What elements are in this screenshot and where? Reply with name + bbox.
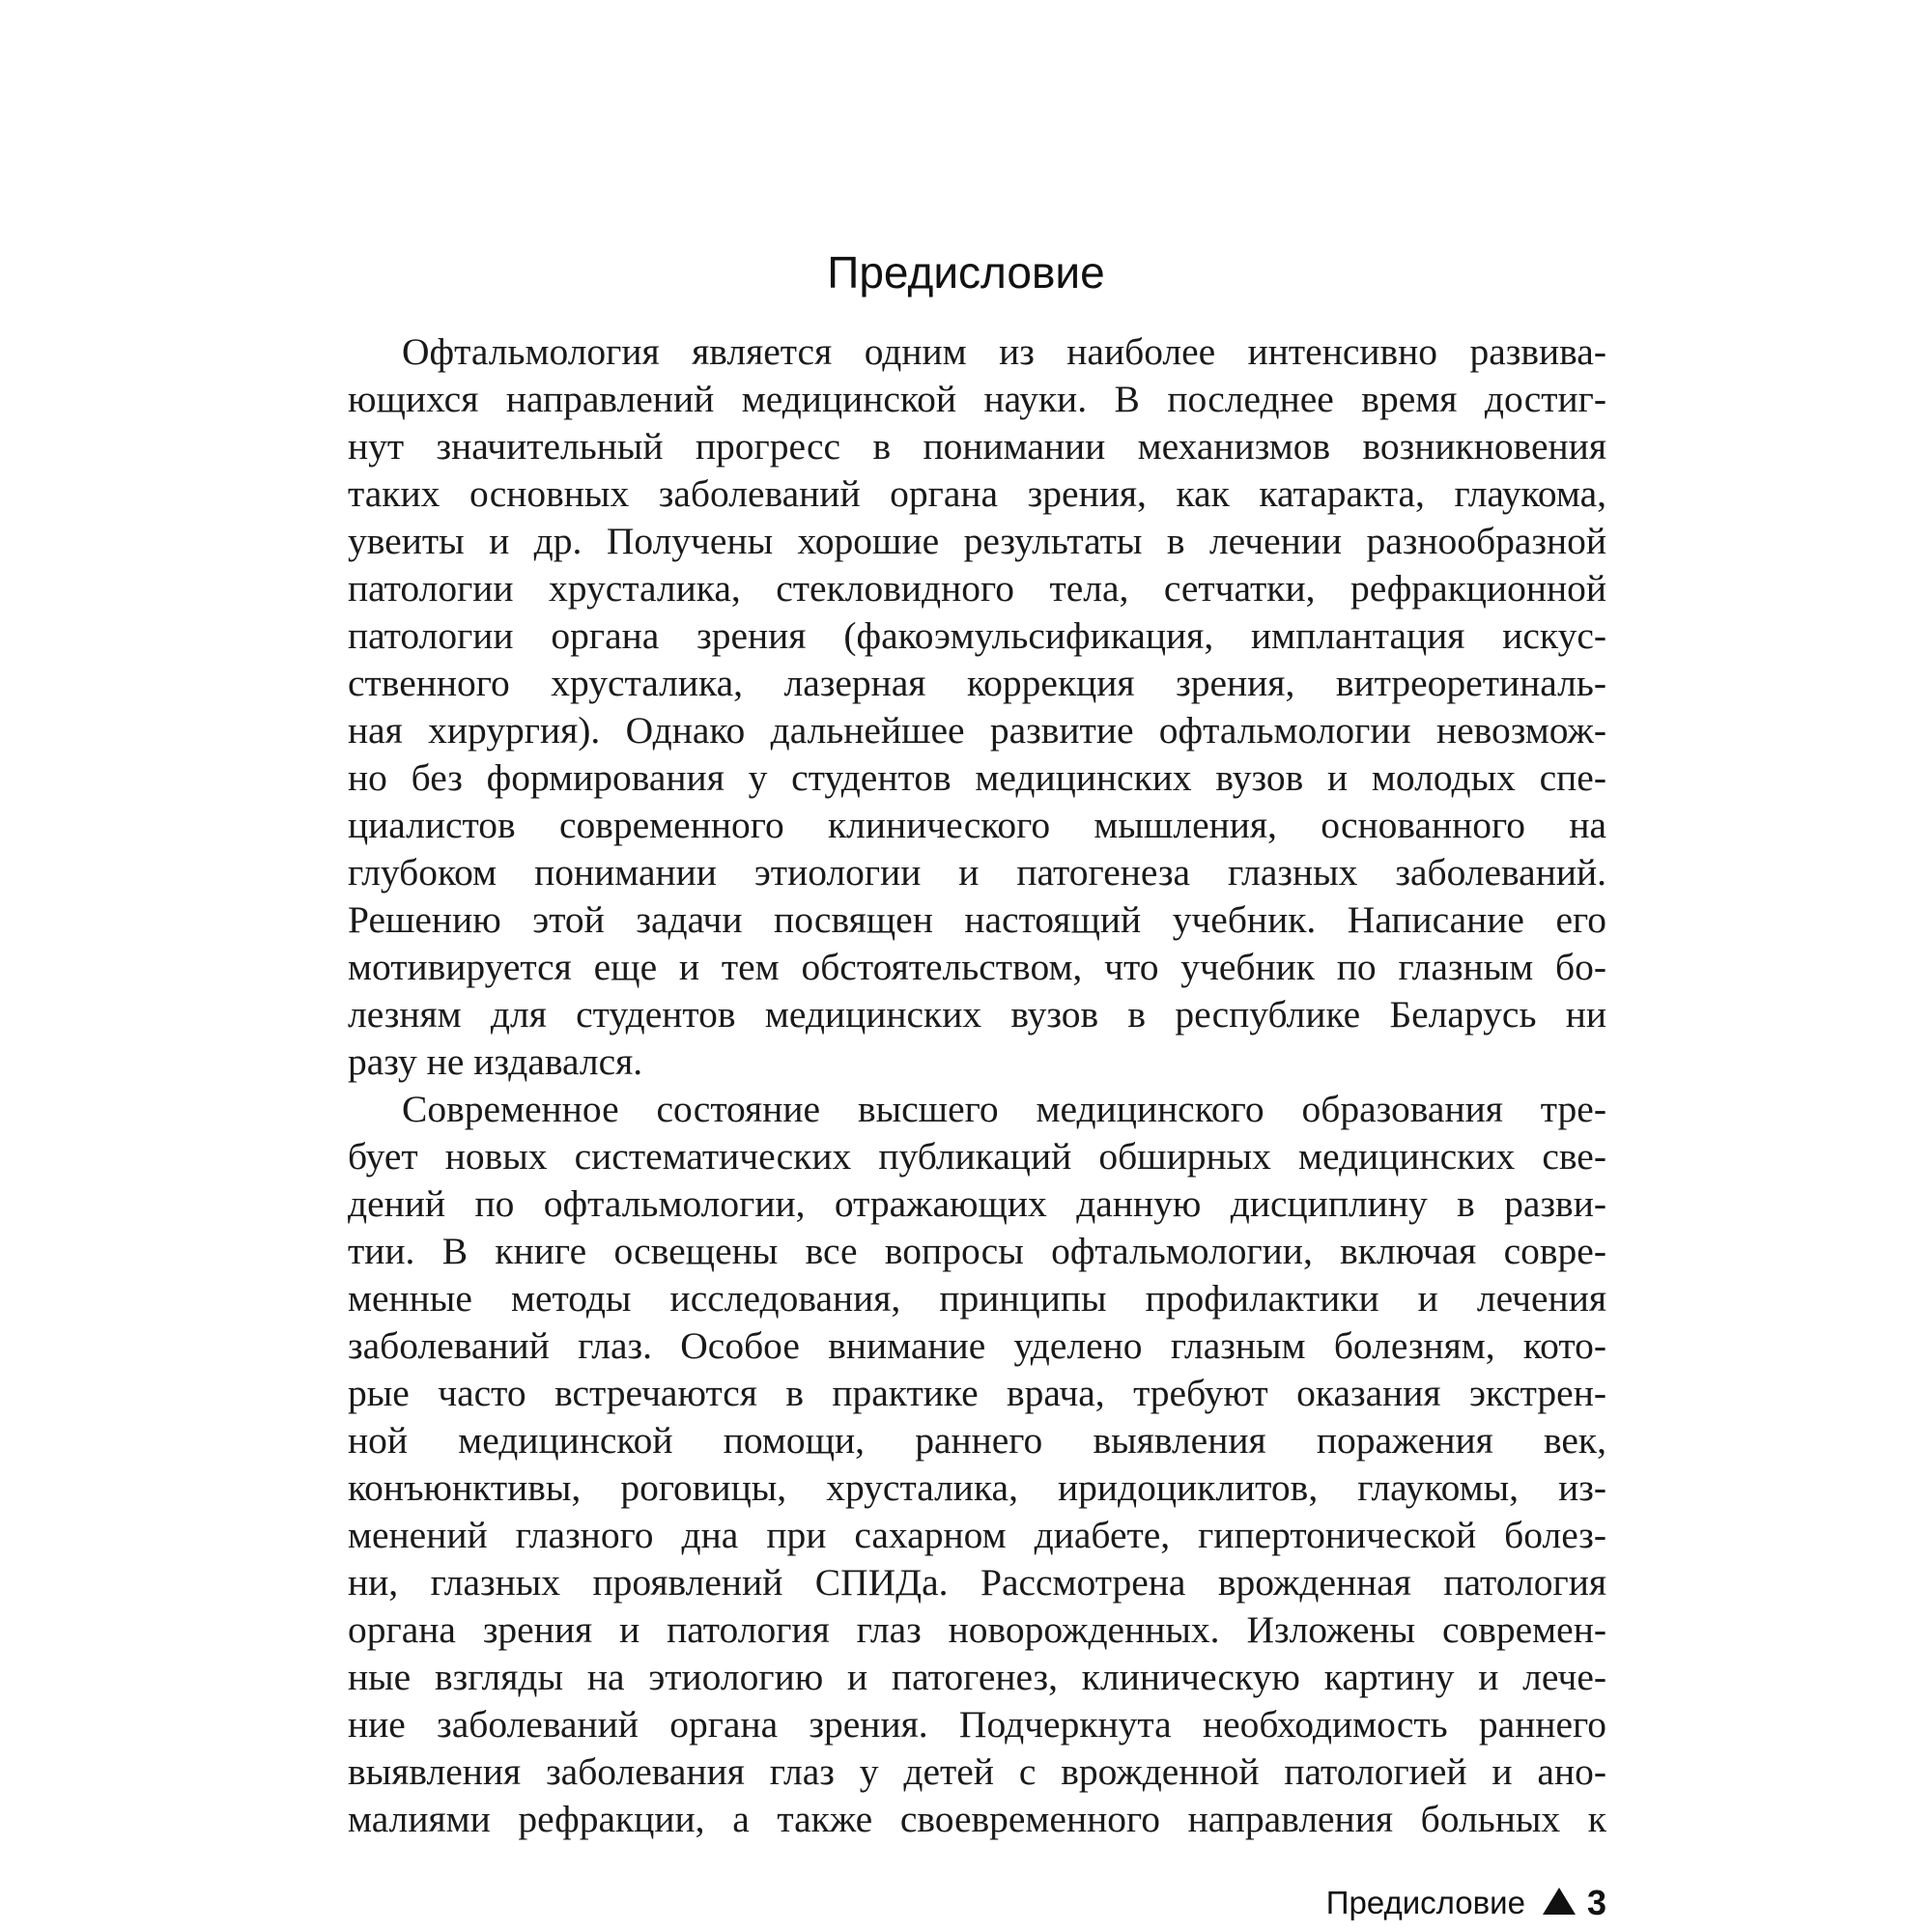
text-line: выявления заболевания глаз у детей с врожденной патологией и ано- [348,1750,1606,1793]
text-line: рые часто встречаются в практике врача, требуют оказания экстрен- [348,1372,1606,1414]
text-line: патологии хрусталика, стекловидного тела, сетчатки, рефракционной [348,567,1606,610]
page-footer [1326,1884,1606,1922]
text-line: таких основных заболеваний органа зрения, как катаракта, глаукома, [348,472,1606,515]
text-line: ние заболеваний органа зрения. Подчеркнута необходимость раннего [348,1703,1606,1746]
text-line: ственного хрусталика, лазерная коррекция зрения, витреоретиналь- [348,662,1606,704]
text-line: Офтальмология является одним из наиболее интенсивно развива- [402,330,1606,373]
text-line: менений глазного дна при сахарном диабете, гипертонической болез- [348,1514,1606,1556]
text-line: ная хирургия). Однако дальнейшее развитие офтальмологии невозмож- [348,709,1606,752]
text-line: Решению этой задачи посвящен настоящий учебник. Написание его [348,898,1606,941]
text-line: дений по офтальмологии, отражающих данную дисциплину в разви- [348,1182,1606,1225]
text-line: нут значительный прогресс в понимании механизмов возникновения [348,425,1606,468]
text-line: менные методы исследования, принципы профилактики и лечения [348,1277,1606,1320]
text-line: но без формирования у студентов медицинских вузов и молодых спе- [348,756,1606,799]
text-line: Современное состояние высшего медицинского образования тре- [402,1088,1606,1130]
page-title: Предисловие [827,247,1105,298]
text-line: разу не издавался. [348,1040,643,1083]
text-line: патологии органа зрения (факоэмульсификация, имплантация искус- [348,614,1606,657]
paragraph-2 [348,1086,1606,1843]
text-line: бует новых систематических публикаций обширных медицинских све- [348,1135,1606,1178]
text-line: мотивируется еще и тем обстоятельством, что учебник по глазным бо- [348,946,1606,988]
text-line: лезням для студентов медицинских вузов в республике Беларусь ни [348,993,1606,1036]
text-line: конъюнктивы, роговицы, хрусталика, иридоциклитов, глаукомы, из- [348,1466,1606,1509]
text-line: тии. В книге освещены все вопросы офтальмологии, включая совре- [348,1230,1606,1272]
body-text [348,328,1606,1843]
text-line: малиями рефракции, а также своевременного направления больных к [348,1798,1606,1840]
text-line: увеиты и др. Получены хорошие результаты в лечении разнообразной [348,520,1606,562]
running-title: Предисловие [1325,1885,1525,1920]
text-line: органа зрения и патология глаз новорожденных. Изложены современ- [348,1608,1606,1651]
text-line: заболеваний глаз. Особое внимание уделено глазным болезням, кото- [348,1324,1606,1367]
text-line: ные взгляды на этиологию и патогенез, клиническую картину и лече- [348,1656,1606,1698]
text-line: ной медицинской помощи, раннего выявления поражения век, [348,1419,1606,1462]
page-number: 3 [1586,1883,1606,1922]
text-line: ющихся направлений медицинской науки. В последнее время достиг- [348,378,1606,420]
text-line: глубоком понимании этиологии и патогенеза глазных заболеваний. [348,851,1606,894]
triangle-icon [1543,1888,1576,1915]
text-line: ни, глазных проявлений СПИДа. Рассмотрена врожденная патология [348,1561,1606,1604]
paragraph-1 [348,328,1606,1086]
text-line: циалистов современного клинического мышления, основанного на [348,804,1606,846]
